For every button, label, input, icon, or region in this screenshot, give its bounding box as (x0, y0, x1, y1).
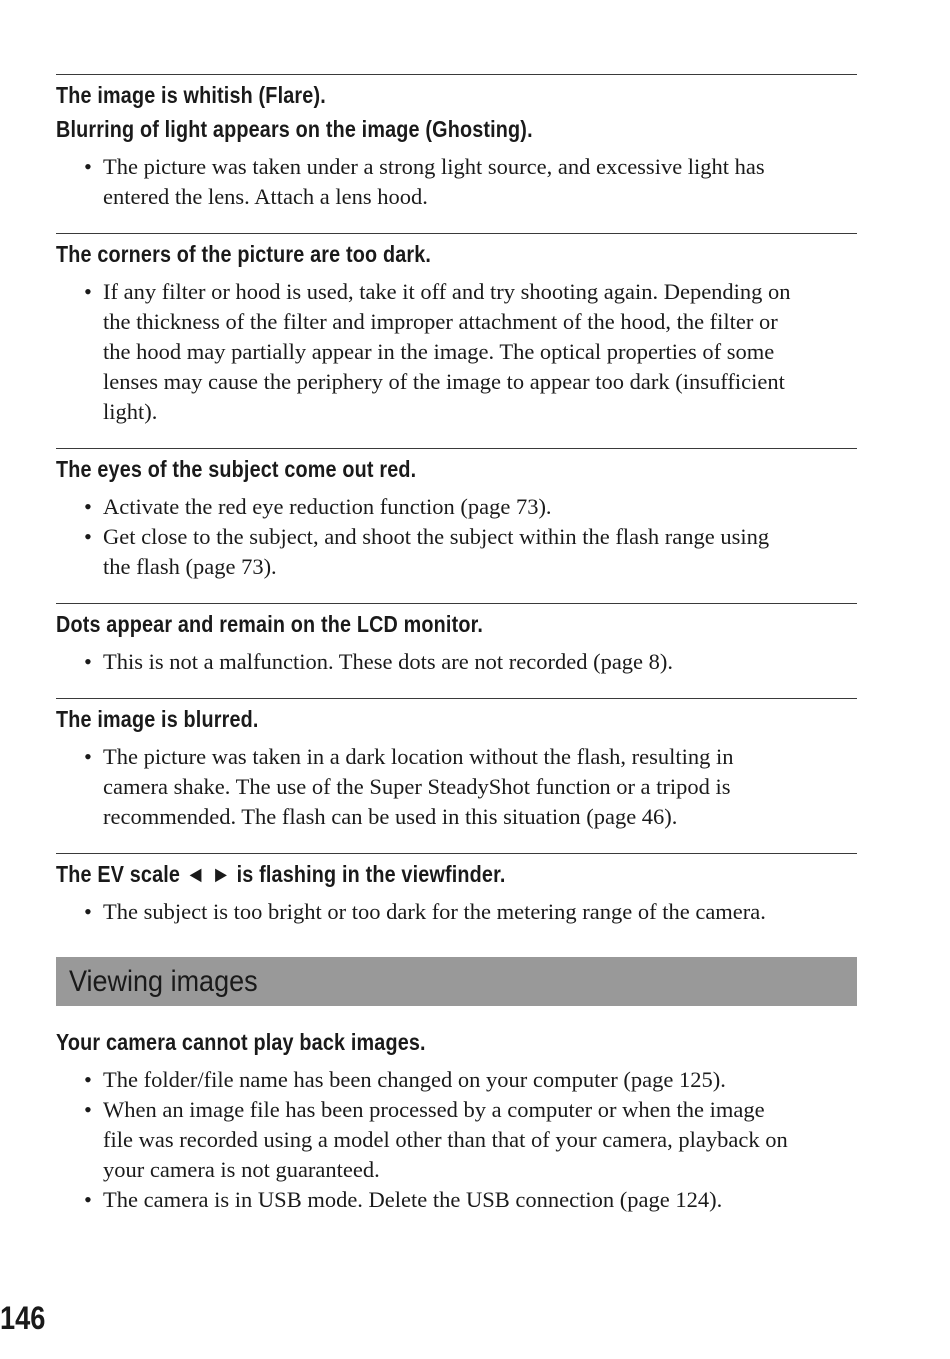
bullet-list (56, 277, 857, 427)
section-heading: Blurring of light appears on the image (Ghosting). (56, 116, 533, 142)
bullet-symbol: • (84, 494, 92, 519)
section-blurred (56, 698, 857, 832)
section-heading: The corners of the picture are too dark. (56, 241, 432, 267)
bullet-line: the flash (page 73). (103, 554, 277, 579)
page-number: 146 (0, 1300, 46, 1336)
bullet-line: file was recorded using a model other than that of your camera, playback on (103, 1127, 788, 1152)
bullet-list (56, 647, 857, 677)
bullet-line: camera shake. The use of the Super SteadyShot function or a tripod is (103, 774, 731, 799)
bullet-item (56, 277, 857, 427)
section-flare (56, 74, 857, 212)
bullet-symbol: • (84, 1067, 92, 1092)
section-heading: Dots appear and remain on the LCD monitor. (56, 611, 484, 637)
bullet-symbol: • (84, 154, 92, 179)
bullet-list (56, 897, 857, 927)
bullet-line: Activate the red eye reduction function (page 73). (103, 494, 552, 519)
bullet-symbol: • (84, 524, 92, 549)
bullet-item (56, 897, 857, 927)
bullet-symbol: • (84, 744, 92, 769)
bullet-line: The camera is in USB mode. Delete the USB connection (page 124). (103, 1187, 723, 1212)
bullet-list (56, 152, 857, 212)
bullet-symbol: • (84, 1097, 92, 1122)
bullet-list (56, 742, 857, 832)
section-cannot-play-back (56, 1025, 857, 1215)
bullet-symbol: • (84, 279, 92, 304)
bullet-item (56, 492, 857, 522)
bullet-line: The picture was taken in a dark location without the flash, resulting in (103, 744, 734, 769)
section-heading: The image is blurred. (56, 706, 259, 732)
bullet-item (56, 1095, 857, 1185)
section-heading: The eyes of the subject come out red. (56, 456, 417, 482)
bullet-item (56, 152, 857, 212)
section-dark-corners (56, 233, 857, 427)
section-red-eye (56, 448, 857, 582)
bullet-line: light). (103, 399, 158, 424)
bullet-item (56, 647, 857, 677)
bullet-line: recommended. The flash can be used in this situation (page 46). (103, 804, 678, 829)
section-heading: The EV scale ◄ ► is flashing in the viewfinder. (56, 861, 506, 887)
bullet-line: entered the lens. Attach a lens hood. (103, 184, 428, 209)
bullet-line: The picture was taken under a strong light source, and excessive light has (103, 154, 765, 179)
bullet-item (56, 1065, 857, 1095)
bullet-item (56, 1185, 857, 1215)
bullet-symbol: • (84, 1187, 92, 1212)
bullet-symbol: • (84, 899, 92, 924)
bullet-item (56, 742, 857, 832)
bullet-symbol: • (84, 649, 92, 674)
bullet-line: The subject is too bright or too dark for the metering range of the camera. (103, 899, 766, 924)
bullet-line: If any filter or hood is used, take it off and try shooting again. Depending on (103, 279, 791, 304)
bullet-list (56, 492, 857, 582)
bullet-line: lenses may cause the periphery of the image to appear too dark (insufficient (103, 369, 785, 394)
bullet-list (56, 1065, 857, 1215)
section-heading: Your camera cannot play back images. (56, 1029, 426, 1055)
section-ev-scale (56, 853, 857, 927)
bullet-line: Get close to the subject, and shoot the subject within the flash range using (103, 524, 770, 549)
troubleshooting-content (56, 74, 857, 1215)
viewing-images-banner (56, 957, 857, 1006)
banner-title: Viewing images (69, 964, 258, 998)
bullet-line: the hood may partially appear in the image. The optical properties of some (103, 339, 775, 364)
section-lcd-dots (56, 603, 857, 677)
section-heading: The image is whitish (Flare). (56, 82, 326, 108)
bullet-line: your camera is not guaranteed. (103, 1157, 380, 1182)
bullet-item (56, 522, 857, 582)
bullet-line: The folder/file name has been changed on your computer (page 125). (103, 1067, 726, 1092)
bullet-line: the thickness of the filter and improper attachment of the hood, the filter or (103, 309, 778, 334)
bullet-line: When an image file has been processed by a computer or when the image (103, 1097, 765, 1122)
bullet-line: This is not a malfunction. These dots are not recorded (page 8). (103, 649, 674, 674)
